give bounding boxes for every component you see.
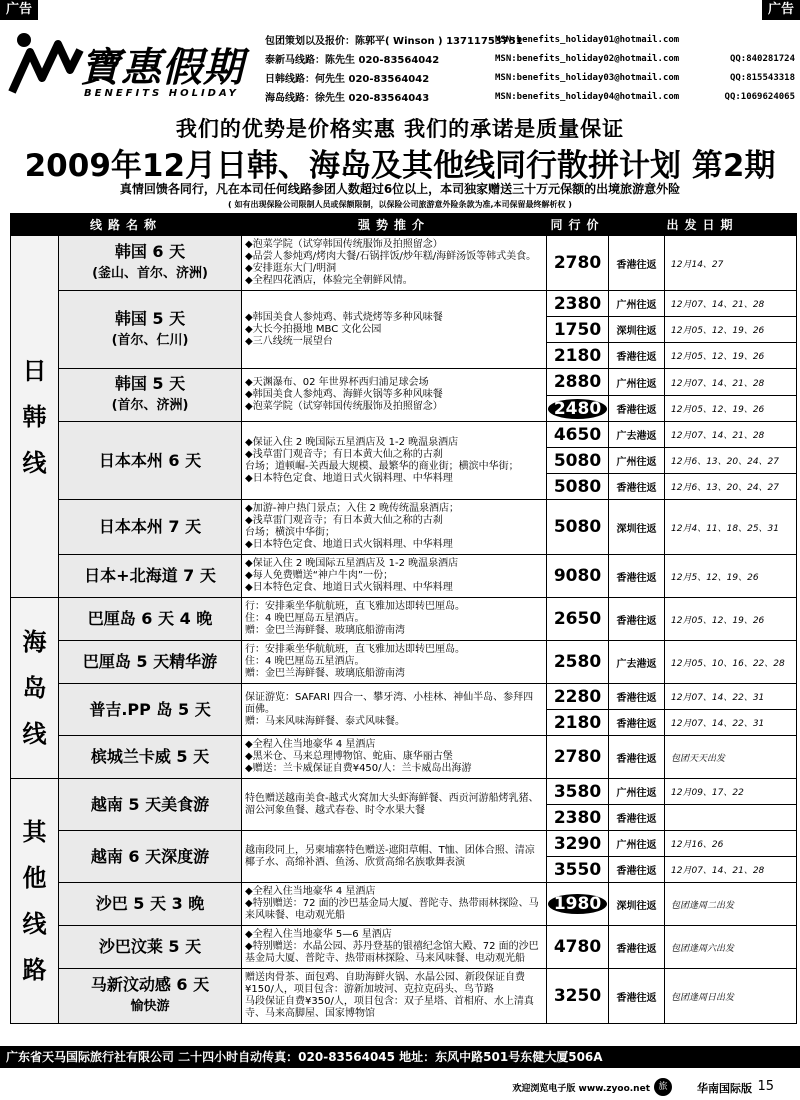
- route-price: [547, 598, 609, 641]
- table-row: [11, 422, 797, 448]
- price-value: 3250: [553, 986, 602, 1006]
- route-price: [547, 857, 609, 883]
- departure-city: 香港往返: [609, 598, 665, 641]
- contact-row: [265, 68, 795, 87]
- route-title: 日本本州 6 天: [98, 450, 202, 470]
- contact-qq: QQ:815543318: [729, 72, 795, 83]
- region-label: 海 岛 线: [11, 598, 59, 779]
- header-route: 线路名称: [11, 214, 242, 236]
- price-value: 3580: [553, 781, 602, 802]
- route-price: [547, 369, 609, 396]
- departure-dates: 12月07、14、21、28: [665, 369, 797, 396]
- route-name: [59, 598, 242, 641]
- route-description: 赠送肉骨茶、面包鸡、自助海鲜火锅、水晶公园、新段保证自费¥150/人，项目包含：游新加坡河、克拉克码头、鸟节路 马段保证自费¥350/人，项目包含：双子星塔、首相府、水上清真寺、马来高脚屋、国家博物馆: [242, 969, 547, 1024]
- departure-dates: 12月05、12、19、26: [665, 396, 797, 422]
- route-name: [59, 926, 242, 969]
- price-value: 3550: [553, 859, 602, 880]
- price-value: 2180: [553, 712, 602, 733]
- route-title: 马新汶动感 6 天: [90, 975, 210, 994]
- table-row: [11, 779, 797, 805]
- price-value: 4650: [553, 424, 602, 445]
- footer-bar: 广东省天马国际旅行社有限公司 二十四小时自动传真：020-83564045 地址：东风中路501号东健大厦506A: [0, 1046, 800, 1068]
- header-dates: 出发日期: [609, 214, 797, 236]
- price-value: 2580: [553, 652, 602, 672]
- departure-city: 广州往返: [609, 369, 665, 396]
- table-header-row: [11, 214, 797, 236]
- departure-city: 广州往返: [609, 291, 665, 317]
- departure-dates: 12月07、14、21、28: [665, 857, 797, 883]
- route-description: 特色赠送越南美食-越式火窝加大头虾海鲜餐、西贡河游船烤乳猪、湄公河象鱼餐、越式春卷、时令水果大餐: [242, 779, 547, 831]
- slogan: 我们的优势是价格实惠 我们的承诺是质量保证: [175, 117, 625, 141]
- header: [0, 22, 800, 112]
- route-title: 韩国 5 天: [114, 374, 186, 393]
- insurance-disclaimer: ( 如有出现保险公司限制人员或保额限制，以保险公司旅游意外险条款为准,本司保留最终解析权 ): [228, 200, 572, 209]
- departure-dates: 12月6、13、20、24、27: [665, 474, 797, 500]
- departure-dates: 12月05、12、19、26: [665, 317, 797, 343]
- price-value: 3290: [553, 833, 602, 854]
- route-price: [547, 500, 609, 555]
- contact-msn: MSN:benefits_holiday03@hotmail.com: [495, 72, 680, 83]
- route-price: [547, 343, 609, 369]
- route-price: [547, 474, 609, 500]
- departure-city: 深圳往返: [609, 500, 665, 555]
- price-value: 4780: [553, 937, 602, 957]
- price-value: 2780: [553, 747, 602, 767]
- departure-dates: [665, 805, 797, 831]
- departure-city: 香港往返: [609, 805, 665, 831]
- price-value: 1750: [553, 319, 602, 340]
- edition-name: 华南国际版: [697, 1082, 752, 1095]
- brand-name-en: BENEFITS HOLIDAY: [84, 88, 239, 99]
- table-row: [11, 926, 797, 969]
- departure-city: 香港往返: [609, 736, 665, 779]
- route-description: ◆全程入住当地豪华 4 星酒店 ◆黑米仓、马来总理博物馆、蛇庙、康华丽古堡 ◆赠送：兰卡威保证自费¥450/人：兰卡威岛出海游: [242, 736, 547, 779]
- departure-dates: 12月07、14、21、28: [665, 422, 797, 448]
- route-description: ◆全程入住当地豪华 5—6 星酒店 ◆特别赠送：水晶公园、苏丹登基的银禧纪念馆大殿、72 面的沙巴基金局大厦、普陀寺、热带雨林探险、马来风味餐、电动观光船: [242, 926, 547, 969]
- departure-dates: 包团天天出发: [665, 736, 797, 779]
- departure-city: 香港往返: [609, 969, 665, 1024]
- contact-qq: QQ:1069624065: [724, 91, 795, 102]
- departure-city: 香港往返: [609, 474, 665, 500]
- table-row: [11, 969, 797, 1024]
- routes-body: [11, 236, 797, 1024]
- table-row: [11, 291, 797, 317]
- departure-city: 深圳往返: [609, 883, 665, 926]
- route-price: [547, 291, 609, 317]
- contact-label: 海岛线路：徐先生 020-83564043: [265, 93, 430, 104]
- route-title: 巴厘岛 5 天精华游: [82, 652, 218, 671]
- route-name: [59, 500, 242, 555]
- price-value: 9080: [553, 566, 602, 586]
- departure-dates: 12月07、14、21、28: [665, 291, 797, 317]
- departure-city: 广去港返: [609, 422, 665, 448]
- contact-row: [265, 49, 795, 68]
- route-description: 越南段同上，另柬埔寨特色赠送-遮阳草帽、T恤、团体合照、清凉椰子水、高绵补酒、鱼汤、欣赏高绵名族歌舞表演: [242, 831, 547, 883]
- insurance-notice: 真情回馈各同行，凡在本司任何线路参团人数超过6位以上，本司独家赠送三十万元保额的出境旅游意外险: [119, 182, 681, 196]
- price-value: 5080: [553, 450, 602, 471]
- route-name: [59, 291, 242, 369]
- route-title: 越南 5 天美食游: [90, 794, 210, 814]
- route-price: [547, 736, 609, 779]
- route-price: [547, 317, 609, 343]
- departure-city: 香港往返: [609, 857, 665, 883]
- page-title: 2009年12月日韩、海岛及其他线同行散拼计划 第2期: [24, 148, 776, 184]
- header-desc: 强势推介: [242, 214, 547, 236]
- route-name: [59, 641, 242, 684]
- contact-label: 泰新马线路：陈先生 020-83564042: [265, 55, 440, 66]
- departure-dates: 12月6、13、20、24、27: [665, 448, 797, 474]
- departure-city: 香港往返: [609, 710, 665, 736]
- route-price: [547, 396, 609, 422]
- route-price: [547, 779, 609, 805]
- departure-dates: 包团逢周日出发: [665, 969, 797, 1024]
- table-row: [11, 598, 797, 641]
- route-price: [547, 448, 609, 474]
- route-description: ◆加游-神户热门景点；入住 2 晚传统温泉酒店； ◆浅草雷门观音寺；有日本黄大仙之称的古刹 台场；横滨中华街； ◆日本特色定食、地道日式火锅料理、中华料理: [242, 500, 547, 555]
- table-row: [11, 369, 797, 396]
- route-price: [547, 805, 609, 831]
- route-description: ◆韩国美食人参炖鸡、韩式烧烤等多种风味餐 ◆大长今拍摄地 MBC 文化公园 ◆三八线统一展望台: [242, 291, 547, 369]
- route-subtitle: (首尔、仁川): [111, 332, 189, 348]
- page-bottom: [0, 1076, 800, 1100]
- route-name: [59, 684, 242, 736]
- departure-city: 广去港返: [609, 641, 665, 684]
- departure-dates: 12月05、12、19、26: [665, 343, 797, 369]
- route-price: [547, 831, 609, 857]
- table-row: [11, 736, 797, 779]
- website-note: 欢迎浏览电子版 www.zyoo.net: [512, 1084, 650, 1094]
- routes-table: [10, 213, 797, 1024]
- route-name: [59, 883, 242, 926]
- contact-qq: QQ:840281724: [729, 53, 795, 64]
- price-value: 2280: [553, 686, 602, 707]
- region-label: 日 韩 线: [11, 236, 59, 598]
- route-price: [547, 883, 609, 926]
- section-badge: 旅: [654, 1078, 672, 1096]
- logo-mark-icon: [8, 30, 84, 100]
- table-row: [11, 883, 797, 926]
- region-label: 其 他 线 路: [11, 779, 59, 1024]
- route-description: 行：安排乘坐华航航班，直飞雅加达即转巴厘岛。 住：4 晚巴厘岛五星酒店。 赠：金巴兰海鲜餐、玻璃底船游南湾: [242, 641, 547, 684]
- header-price: 同行价: [547, 214, 609, 236]
- contact-msn: MSN:benefits_holiday01@hotmail.com: [495, 34, 680, 45]
- route-title: 日本+北海道 7 天: [84, 566, 216, 585]
- table-row: [11, 500, 797, 555]
- contact-label: 日韩线路：何先生 020-83564042: [265, 74, 430, 85]
- route-title: 巴厘岛 6 天 4 晚: [87, 609, 213, 628]
- route-title: 沙巴汶莱 5 天: [98, 937, 202, 956]
- route-subtitle: (首尔、济洲): [111, 398, 189, 413]
- route-price: [547, 969, 609, 1024]
- route-description: ◆天渊瀑布、02 年世界杯西归浦足球会场 ◆韩国美食人参炖鸡、海鲜火锅等多种风味餐 ◆泡菜学院（试穿韩国传统服饰及拍照留念）: [242, 369, 547, 422]
- route-name: [59, 779, 242, 831]
- departure-city: 香港往返: [609, 396, 665, 422]
- departure-dates: 12月07、14、22、31: [665, 684, 797, 710]
- route-name: [59, 969, 242, 1024]
- route-title: 普吉.PP 岛 5 天: [89, 699, 211, 719]
- route-title: 日本本州 7 天: [98, 517, 202, 536]
- route-title: 韩国 5 天: [114, 308, 186, 328]
- route-price: [547, 641, 609, 684]
- departure-city: 广州往返: [609, 831, 665, 857]
- route-title: 槟城兰卡威 5 天: [90, 747, 210, 766]
- route-name: [59, 736, 242, 779]
- route-price: [547, 926, 609, 969]
- price-value: 2650: [553, 609, 602, 629]
- departure-dates: 12月5、12、19、26: [665, 555, 797, 598]
- price-value: 2380: [553, 807, 602, 828]
- brand-logo: [8, 30, 258, 110]
- departure-city: 香港往返: [609, 926, 665, 969]
- price-value: 5080: [553, 517, 602, 537]
- departure-dates: 12月16、26: [665, 831, 797, 857]
- departure-city: 香港往返: [609, 343, 665, 369]
- price-value: 2880: [553, 372, 602, 392]
- route-name: [59, 236, 242, 291]
- route-title: 沙巴 5 天 3 晚: [95, 894, 205, 913]
- departure-dates: 12月09、17、22: [665, 779, 797, 805]
- route-title: 韩国 6 天: [114, 242, 186, 261]
- route-title: 越南 6 天深度游: [90, 846, 210, 866]
- route-name: [59, 422, 242, 500]
- route-description: 行：安排乘坐华航航班，直飞雅加达即转巴厘岛。 住：4 晚巴厘岛五星酒店。 赠：金巴兰海鲜餐、玻璃底船游南湾: [242, 598, 547, 641]
- route-name: [59, 555, 242, 598]
- table-row: [11, 555, 797, 598]
- route-price: [547, 710, 609, 736]
- departure-dates: 12月05、12、19、26: [665, 598, 797, 641]
- departure-city: 香港往返: [609, 555, 665, 598]
- route-price: [547, 236, 609, 291]
- contact-row: [265, 87, 795, 106]
- route-subtitle: (釜山、首尔、济洲): [92, 266, 208, 281]
- route-price: [547, 422, 609, 448]
- contact-list: [265, 30, 795, 106]
- route-name: [59, 831, 242, 883]
- route-description: ◆保证入住 2 晚国际五星酒店及 1-2 晚温泉酒店 ◆每人免费赠送“神户牛肉”一份； ◆日本特色定食、地道日式火锅料理、中华料理: [242, 555, 547, 598]
- table-row: [11, 641, 797, 684]
- route-description: ◆全程入住当地豪华 4 星酒店 ◆特别赠送：72 面的沙巴基金局大厦、普陀寺、热带雨林探险、马来风味餐、电动观光船: [242, 883, 547, 926]
- ad-label-left: 广告: [0, 0, 38, 20]
- departure-dates: 12月07、14、22、31: [665, 710, 797, 736]
- departure-dates: 包团逢周六出发: [665, 926, 797, 969]
- departure-dates: 12月05、10、16、22、28: [665, 641, 797, 684]
- route-name: [59, 369, 242, 422]
- price-value: 2380: [553, 293, 602, 314]
- departure-city: 香港往返: [609, 684, 665, 710]
- contact-msn: MSN:benefits_holiday04@hotmail.com: [495, 91, 680, 102]
- price-value: 2180: [553, 345, 602, 366]
- contact-row: [265, 30, 795, 49]
- ad-label-right: 广告: [762, 0, 800, 20]
- price-value: 2480: [548, 399, 607, 419]
- departure-dates: 12月4、11、18、25、31: [665, 500, 797, 555]
- route-price: [547, 684, 609, 710]
- brand-name-cn: 寶惠假期: [80, 45, 244, 91]
- price-value: 5080: [553, 476, 602, 497]
- table-row: [11, 236, 797, 291]
- contact-label: 包团策划以及报价：陈郭平( Winson ) 13711753751: [265, 36, 523, 47]
- departure-city: 香港往返: [609, 236, 665, 291]
- contact-msn: MSN:benefits_holiday02@hotmail.com: [495, 53, 680, 64]
- departure-city: 广州往返: [609, 448, 665, 474]
- price-value: 1980: [548, 894, 607, 914]
- route-subtitle: 愉快游: [130, 999, 170, 1014]
- route-description: ◆泡菜学院（试穿韩国传统服饰及拍照留念） ◆品尝人参炖鸡/烤肉大餐/石锅拌饭/炒年糕/海鲜汤饭等韩式美食。 ◆安排逛东大门/明洞 ◆全程四花酒店，体验完全朝鲜风情。: [242, 236, 547, 291]
- table-row: [11, 684, 797, 710]
- price-value: 2780: [553, 253, 602, 273]
- departure-dates: 包团逢周二出发: [665, 883, 797, 926]
- table-row: [11, 831, 797, 857]
- departure-city: 深圳往返: [609, 317, 665, 343]
- page-number: 15: [757, 1079, 774, 1094]
- departure-city: 广州往返: [609, 779, 665, 805]
- departure-dates: 12月14、27: [665, 236, 797, 291]
- route-description: ◆保证入住 2 晚国际五星酒店及 1-2 晚温泉酒店 ◆浅草雷门观音寺；有日本黄大仙之称的古刹 台场；道顿崛-关西最大规模、最繁华的商业街；横滨中华街； ◆日本特色定食、地道日式火锅料理、中华料理: [242, 422, 547, 500]
- route-price: [547, 555, 609, 598]
- route-description: 保证游览：SAFARI 四合一、攀牙湾、小桂林、神仙半岛、参拜四面佛。 赠：马来风味海鲜餐、泰式风味餐。: [242, 684, 547, 736]
